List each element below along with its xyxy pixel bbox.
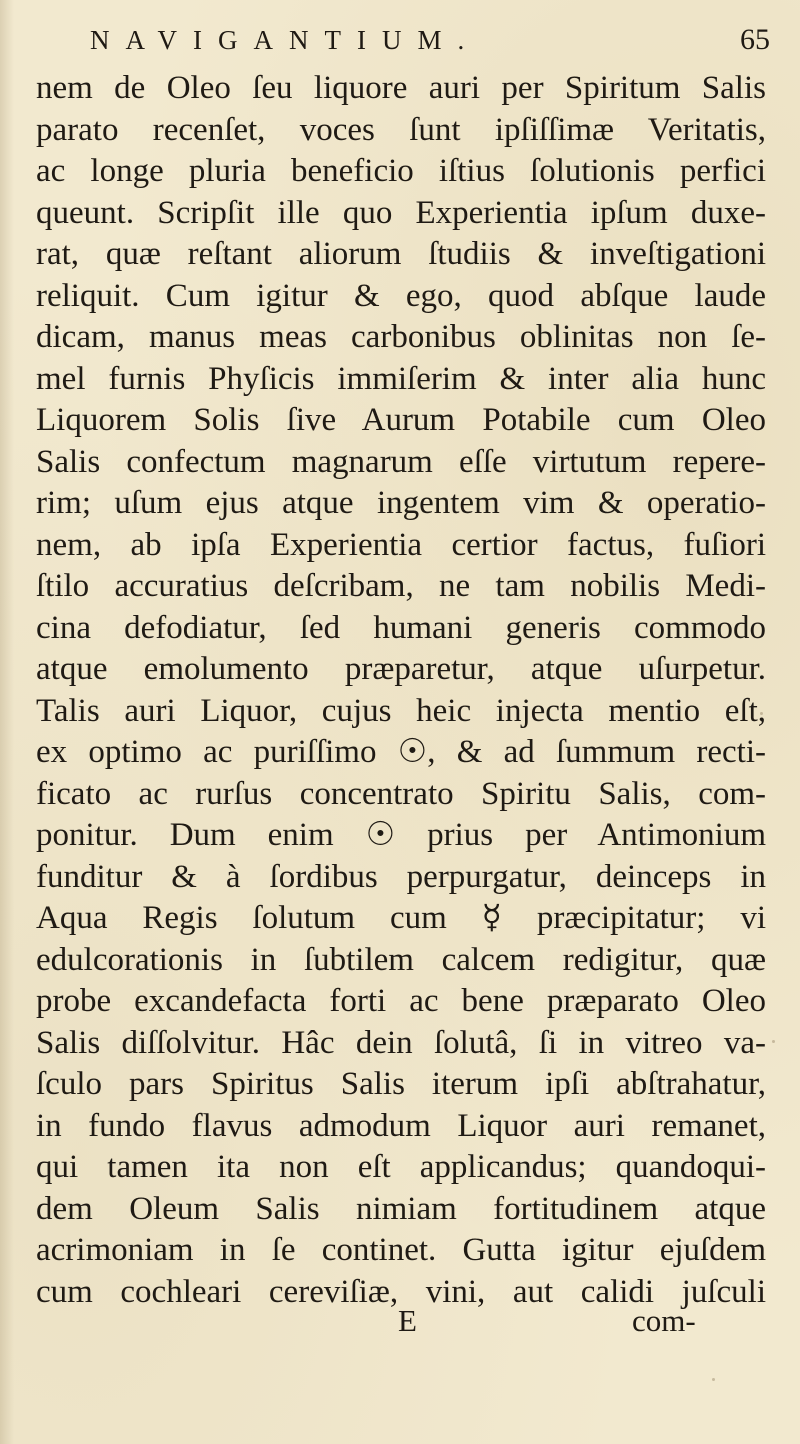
text-line: in fundo flavus admodum Liquor auri remanet, [36, 1107, 766, 1144]
text-line: acrimoniam in ſe continet. Gutta igitur ejuſdem [36, 1232, 766, 1268]
text-line: reliquit. Cum igitur & ego, quod abſque laude [36, 277, 766, 314]
page-header [90, 18, 770, 62]
text-line: mel furnis Phyſicis immiſerim & inter alia hunc [36, 360, 766, 397]
paper-speck [760, 712, 763, 715]
text-line: ficato ac rurſus concentrato Spiritu Salis, com- [36, 775, 766, 812]
text-line: parato recenſet, voces ſunt ipſiſſimæ Veritatis, [36, 111, 766, 148]
text-line: queunt. Scripſit ille quo Experientia ipſum duxe- [36, 194, 766, 231]
text-line: cina defodiatur, ſed humani generis commodo [36, 609, 766, 646]
running-head: NAVIGANTIUM. [90, 25, 481, 55]
text-line: ponitur. Dum enim ☉ prius per Antimonium [36, 817, 766, 853]
text-line: Aqua Regis ſolutum cum ☿ præcipitatur; vi [36, 900, 766, 936]
paper-speck [772, 1040, 775, 1043]
text-line: nem, ab ipſa Experientia certior factus, fuſiori [36, 526, 766, 563]
paper-speck [712, 1378, 715, 1381]
text-line: nem de Oleo ſeu liquore auri per Spiritum Salis [36, 70, 766, 106]
catchword: com- [632, 1303, 696, 1338]
text-line: Salis confectum magnarum eſſe virtutum repere- [36, 443, 766, 480]
text-line: ex optimo ac puriſſimo ☉, & ad ſummum recti- [36, 734, 766, 770]
text-line: qui tamen ita non eſt applicandus; quandoqui- [36, 1149, 766, 1185]
text-line: dem Oleum Salis nimiam fortitudinem atque [36, 1190, 766, 1227]
signature-mark: E [398, 1303, 417, 1338]
text-line: atque emolumento præparetur, atque uſurpetur. [36, 651, 766, 687]
text-line: Talis auri Liquor, cujus heic injecta mentio eſt, [36, 692, 766, 729]
text-line: Salis diſſolvitur. Hâc dein ſolutâ, ſi in vitreo va- [36, 1024, 766, 1061]
page-footer [0, 1300, 800, 1342]
text-line: rim; uſum ejus atque ingentem vim & operatio- [36, 485, 766, 521]
text-line: dicam, manus meas carbonibus oblinitas non ſe- [36, 319, 766, 355]
text-line: edulcorationis in ſubtilem calcem redigitur, quæ [36, 941, 766, 978]
text-line: rat, quæ reſtant aliorum ſtudiis & inveſtigationi [36, 236, 766, 272]
text-line: ſtilo accuratius deſcribam, ne tam nobilis Medi- [36, 568, 766, 604]
page-number: 65 [740, 23, 770, 56]
text-line: ac longe pluria beneficio iſtius ſolutionis perfici [36, 153, 766, 189]
text-line: funditur & à ſordibus perpurgatur, deinceps in [36, 858, 766, 895]
text-line: cum cochleari cereviſiæ, vini, aut calidi juſculi [36, 1273, 766, 1310]
page-edge-shadow [0, 0, 14, 1444]
text-line: probe excandefacta forti ac bene præparato Oleo [36, 983, 766, 1019]
body-text [36, 68, 766, 1313]
text-line: ſculo pars Spiritus Salis iterum ipſi abſtrahatur, [36, 1066, 766, 1102]
text-line: Liquorem Solis ſive Aurum Potabile cum Oleo [36, 402, 766, 438]
